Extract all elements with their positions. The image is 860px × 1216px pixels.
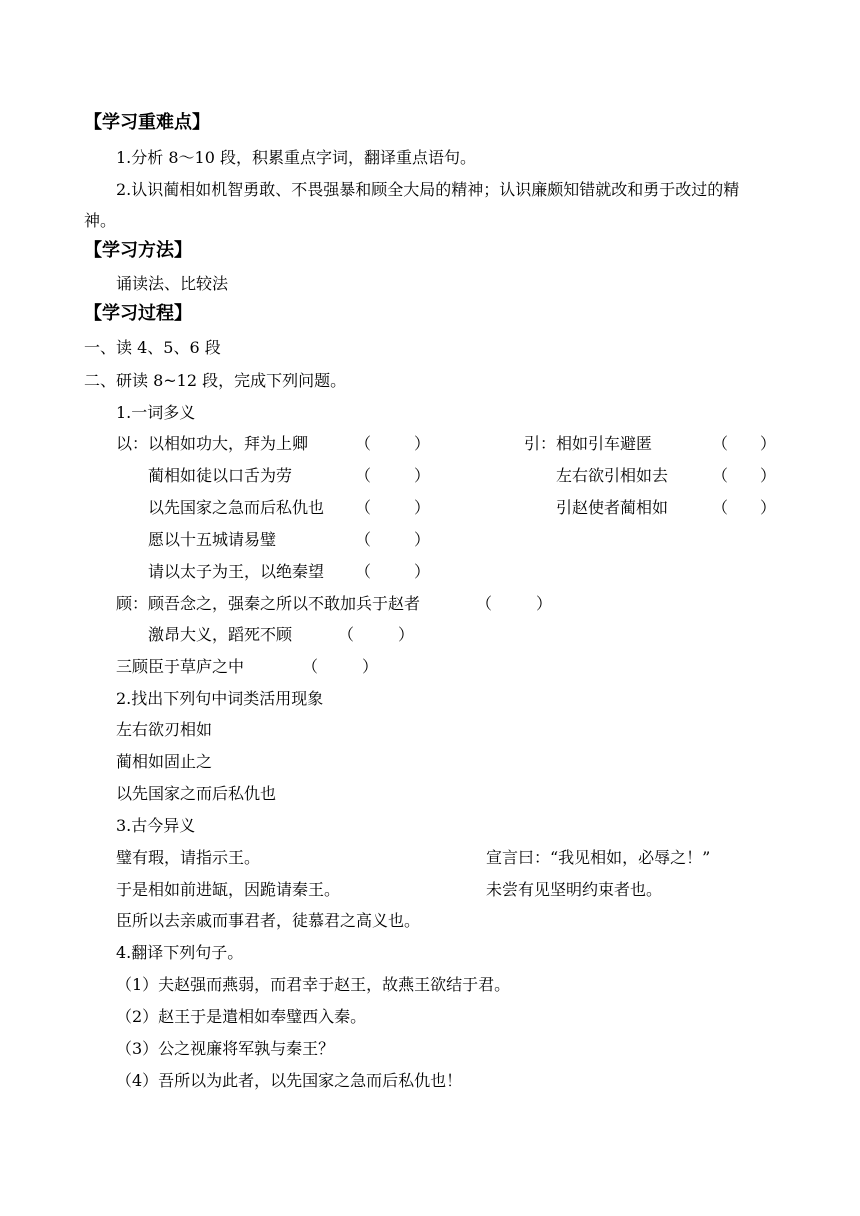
key-point-item-1: 1.分析 8～10 段，积累重点字词，翻译重点语句。: [116, 148, 476, 167]
yi-item-2: 蔺相如徒以口舌为劳: [148, 466, 293, 485]
q4-title: 4.翻译下列句子。: [116, 943, 244, 962]
yin-item-2: 左右欲引相如去: [556, 466, 669, 485]
yin-label: 引：: [524, 434, 557, 453]
answer-paren-close: ）: [362, 657, 379, 676]
answer-paren-close: ）: [536, 594, 553, 613]
answer-paren-close: ）: [398, 625, 415, 644]
method-heading: 【学习方法】: [84, 240, 192, 261]
yi-item-4: 愿以十五城请易璧: [148, 530, 277, 549]
answer-paren-open: （: [712, 434, 729, 453]
q3-title: 3.古今异义: [116, 816, 196, 835]
answer-paren-close: ）: [414, 498, 431, 517]
answer-paren-open: （: [355, 498, 372, 517]
answer-paren-open: （: [712, 466, 729, 485]
q3-right-2: 未尝有见坚明约束者也。: [486, 880, 663, 899]
gu-label: 顾：: [116, 594, 149, 613]
answer-paren-open: （: [712, 498, 729, 517]
answer-paren-open: （: [476, 594, 493, 613]
q4-item-3: （3）公之视廉将军孰与秦王？: [116, 1039, 335, 1058]
q2-item-2: 蔺相如固止之: [116, 752, 213, 771]
process-step-1: 一、读 4、5、6 段: [84, 338, 221, 357]
answer-paren-close: ）: [414, 530, 431, 549]
yi-item-3: 以先国家之急而后私仇也: [148, 498, 325, 517]
process-step-2: 二、研读 8~12 段，完成下列问题。: [84, 371, 347, 390]
q2-item-3: 以先国家之而后私仇也: [116, 784, 277, 803]
answer-paren-close: ）: [760, 434, 777, 453]
q3-left-2: 于是相如前进缻，因跪请秦王。: [116, 880, 341, 899]
method-text: 诵读法、比较法: [116, 274, 229, 293]
answer-paren-close: ）: [760, 466, 777, 485]
answer-paren-close: ）: [760, 498, 777, 517]
q3-left-3: 臣所以去亲戚而事君者，徒慕君之高义也。: [116, 911, 421, 930]
yi-item-5: 请以太子为王，以绝秦望: [148, 562, 325, 581]
answer-paren-open: （: [355, 466, 372, 485]
q3-left-1: 璧有瑕，请指示王。: [116, 848, 261, 867]
answer-paren-open: （: [355, 562, 372, 581]
yin-item-3: 引赵使者蔺相如: [556, 498, 669, 517]
q1-title: 1.一词多义: [116, 403, 196, 422]
yi-item-1: 以相如功大，拜为上卿: [148, 434, 309, 453]
gu-item-1: 顾吾念之，强秦之所以不敢加兵于赵者: [148, 594, 421, 613]
answer-paren-open: （: [355, 530, 372, 549]
q4-item-1: （1）夫赵强而燕弱，而君幸于赵王，故燕王欲结于君。: [116, 975, 511, 994]
q4-item-2: （2）赵王于是遣相如奉璧西入秦。: [116, 1007, 367, 1026]
answer-paren-open: （: [355, 434, 372, 453]
answer-paren-close: ）: [414, 562, 431, 581]
q2-item-1: 左右欲刃相如: [116, 720, 213, 739]
key-point-item-2-line2: 神。: [84, 211, 117, 230]
yin-item-1: 相如引车避匿: [556, 434, 653, 453]
key-point-item-2-line1: 2.认识蔺相如机智勇敢、不畏强暴和顾全大局的精神；认识廉颇知错就改和勇于改过的精: [116, 180, 740, 199]
q2-title: 2.找出下列句中词类活用现象: [116, 689, 324, 708]
answer-paren-open: （: [302, 657, 319, 676]
key-points-heading: 【学习重难点】: [84, 112, 210, 133]
yi-label: 以：: [116, 434, 149, 453]
gu-extra: 三顾臣于草庐之中: [116, 657, 245, 676]
answer-paren-close: ）: [414, 434, 431, 453]
answer-paren-open: （: [338, 625, 355, 644]
answer-paren-close: ）: [414, 466, 431, 485]
q4-item-4: （4）吾所以为此者，以先国家之急而后私仇也！: [116, 1071, 463, 1090]
process-heading: 【学习过程】: [84, 303, 192, 324]
gu-item-2: 激昂大义，蹈死不顾: [148, 625, 293, 644]
q3-right-1: 宣言曰：“我见相如，必辱之！”: [486, 848, 711, 867]
